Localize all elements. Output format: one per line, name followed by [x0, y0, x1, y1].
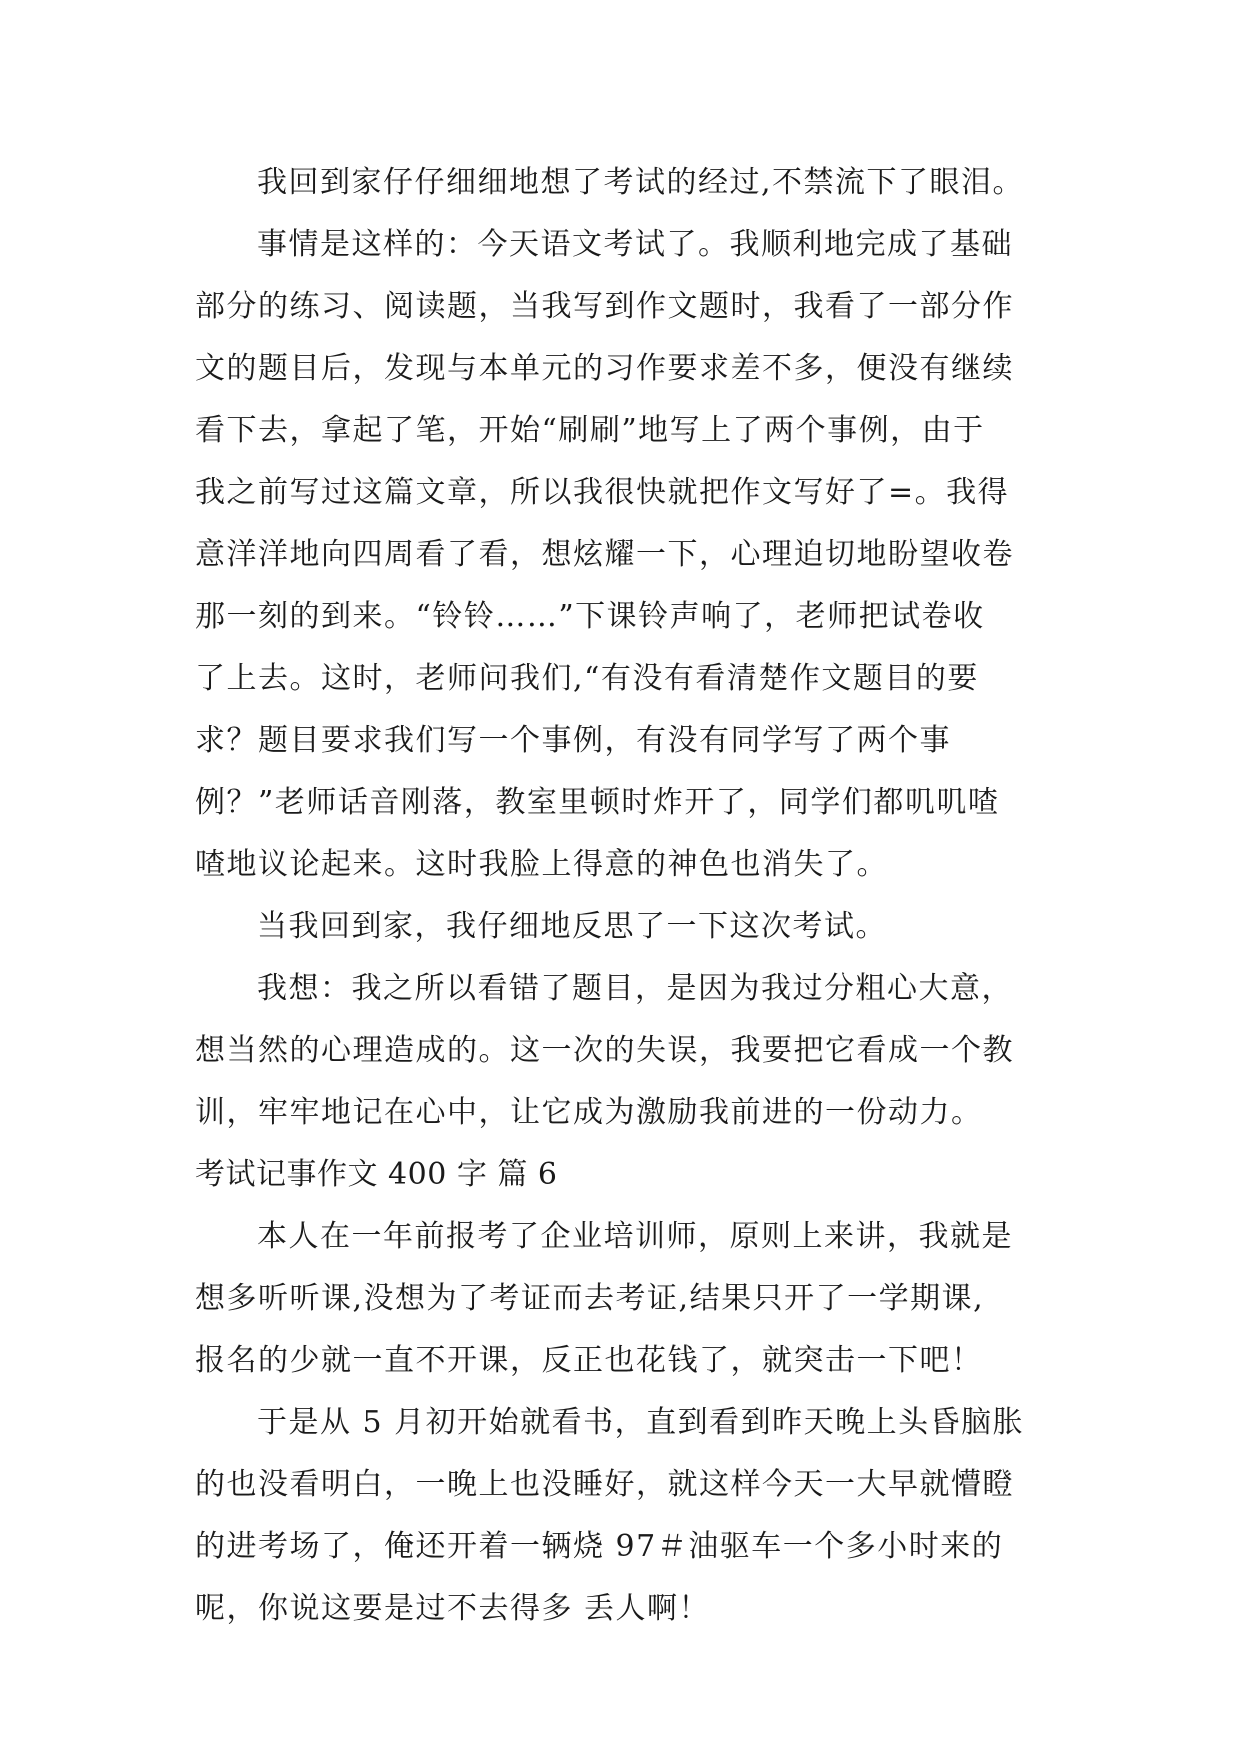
section-heading: 考试记事作文 400 字 篇 6: [195, 1157, 558, 1192]
essay-body: [195, 152, 1075, 1640]
text-line: 于是从 5 月初开始就看书，直到看到昨天晚上头昏脑胀: [257, 1405, 1025, 1440]
text-line: 的也没看明白，一晚上也没睡好，就这样今天一大早就懵瞪: [195, 1467, 1014, 1502]
text-line: 那一刻的到来。“铃铃……”下课铃声响了，老师把试卷收: [195, 599, 985, 634]
text-line: 我之前写过这篇文章，所以我很快就把作文写好了=。我得: [195, 475, 1010, 510]
text-line: 呢，你说这要是过不去得多 丢人啊！: [195, 1591, 711, 1626]
text-line: 文的题目后，发现与本单元的习作要求差不多，便没有继续: [195, 351, 1014, 386]
text-line: 事情是这样的：今天语文考试了。我顺利地完成了基础: [257, 227, 1013, 262]
text-line: 当我回到家，我仔细地反思了一下这次考试。: [257, 909, 887, 944]
text-line: 例？”老师话音刚落，教室里顿时炸开了，同学们都叽叽喳: [195, 785, 1000, 820]
text-line: 部分的练习、阅读题，当我写到作文题时，我看了一部分作: [195, 289, 1014, 324]
text-line: 喳地议论起来。这时我脸上得意的神色也消失了。: [195, 847, 888, 882]
text-line: 报名的少就一直不开课，反正也花钱了，就突击一下吧！: [195, 1343, 983, 1378]
text-line: 想当然的心理造成的。这一次的失误，我要把它看成一个教: [195, 1033, 1014, 1068]
text-line: 了上去。这时，老师问我们,“有没有看清楚作文题目的要: [195, 661, 979, 696]
text-line: 想多听听课,没想为了考证而去考证,结果只开了一学期课,: [195, 1281, 985, 1316]
text-line: 意洋洋地向四周看了看，想炫耀一下，心理迫切地盼望收卷: [195, 537, 1014, 572]
text-line: 求？题目要求我们写一个事例，有没有同学写了两个事: [195, 723, 951, 758]
text-line: 看下去，拿起了笔，开始“刷刷”地写上了两个事例，由于: [195, 413, 985, 448]
text-line: 的进考场了，俺还开着一辆烧 97＃油驱车一个多小时来的: [195, 1529, 1004, 1564]
text-line: 我想：我之所以看错了题目，是因为我过分粗心大意，: [257, 971, 1013, 1006]
text-line: 训，牢牢地记在心中，让它成为激励我前进的一份动力。: [195, 1095, 983, 1130]
text-line: 本人在一年前报考了企业培训师，原则上来讲，我就是: [257, 1219, 1013, 1254]
text-line: 我回到家仔仔细细地想了考试的经过,不禁流下了眼泪。: [257, 165, 1025, 200]
